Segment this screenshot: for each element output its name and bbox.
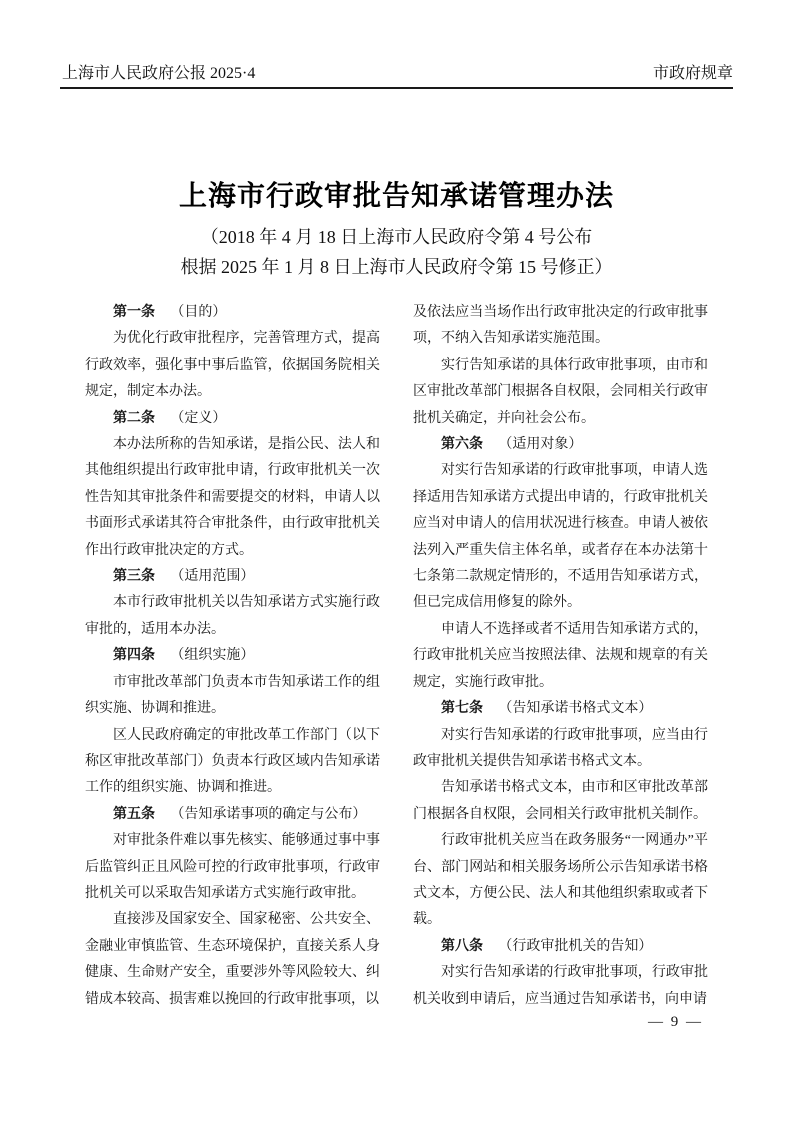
article-heading <box>413 432 708 458</box>
paragraph: 实行告知承诺的具体行政审批事项，由市和区审批改革部门根据各自权限，会同相关行政审批机关确定，并向社会公布。 <box>413 357 708 426</box>
paragraph: 直接涉及国家安全、国家秘密、公共安全、金融业审慎监管、生态环境保护，直接关系人身健康、生命财产安全，重要涉外等风险较大、纠错成本较高、损害难以挽回的行政审批事项，以 <box>85 912 380 1007</box>
left-column <box>85 300 380 1013</box>
paragraph: 对实行告知承诺的行政审批事项，申请人选择适用告知承诺方式提出申请的，行政审批机关应当对申请人的信用状况进行核查。申请人被依法列入严重失信主体名单，或者存在本办法第十七条第二款规定情形的，不适用告知承诺方式，但已完成信用修复的除外。 <box>413 463 708 611</box>
article-heading <box>413 934 708 960</box>
article-title: （适用对象） <box>498 437 583 453</box>
article-title: （定义） <box>170 410 227 426</box>
article-heading <box>413 696 708 722</box>
paragraph: 本市行政审批机关以告知承诺方式实施行政审批的，适用本办法。 <box>85 595 380 637</box>
article-number: 第二条 <box>113 410 155 426</box>
paragraph: 申请人不选择或者不适用告知承诺方式的，行政审批机关应当按照法律、法规和规章的有关规定，实施行政审批。 <box>413 621 708 690</box>
article-number: 第七条 <box>441 701 483 717</box>
paragraph: 本办法所称的告知承诺，是指公民、法人和其他组织提出行政审批申请，行政审批机关一次性告知其审批条件和需要提交的材料，申请人以书面形式承诺其符合审批条件，由行政审批机关作出行政审批决定的方式。 <box>85 437 380 558</box>
paragraph: 对实行告知承诺的行政审批事项，行政审批机关收到申请后，应当通过告知承诺书，向申请 <box>413 965 708 1007</box>
article-title: （行政审批机关的告知） <box>498 938 653 954</box>
document-title: 上海市行政审批告知承诺管理办法 <box>178 181 614 212</box>
article-number: 第八条 <box>441 938 483 954</box>
article-number: 第一条 <box>113 305 155 320</box>
body-columns <box>85 300 708 1013</box>
paragraph: 市审批改革部门负责本市告知承诺工作的组织实施、协调和推进。 <box>85 674 380 717</box>
article-heading <box>85 564 380 590</box>
article-title: （告知承诺书格式文本） <box>498 701 653 717</box>
document-subtitle-line1: （2018 年 4 月 18 日上海市人民政府令第 4 号公布 <box>200 227 593 247</box>
article-title: （目的） <box>170 305 227 320</box>
article-title: （组织实施） <box>170 648 255 664</box>
right-column <box>413 300 708 1013</box>
paragraph: 告知承诺书格式文本，由市和区审批改革部门根据各自权限，会同相关行政审批机关制作。 <box>413 780 708 822</box>
header-rule <box>60 87 733 89</box>
paragraph: 对实行告知承诺的行政审批事项，应当由行政审批机关提供告知承诺书格式文本。 <box>413 727 708 769</box>
page-number: — 9 — <box>648 1014 703 1030</box>
page-header <box>62 60 733 83</box>
header-gazette-name: 上海市人民政府公报 2025·4 <box>62 65 256 82</box>
article-heading <box>85 300 380 326</box>
article-number: 第六条 <box>441 437 483 453</box>
paragraph: 对审批条件难以事先核实、能够通过事中事后监管纠正且风险可控的行政审批事项，行政审批机关可以采取告知承诺方式实施行政审批。 <box>85 833 380 901</box>
document-subtitle-line2: 根据 2025 年 1 月 8 日上海市人民政府令第 15 号修正） <box>180 257 613 277</box>
article-title: （告知承诺事项的确定与公布） <box>170 806 367 822</box>
article-number: 第三条 <box>113 569 155 585</box>
article-title: （适用范围） <box>170 569 255 585</box>
article-heading <box>85 406 380 432</box>
paragraph: 为优化行政审批程序，完善管理方式，提高行政效率，强化事中事后监管，依据国务院相关规定，制定本办法。 <box>85 331 380 400</box>
article-number: 第五条 <box>113 806 155 822</box>
article-heading <box>85 802 380 828</box>
article-number: 第四条 <box>113 648 155 664</box>
paragraph: 及依法应当当场作出行政审批决定的行政审批事项，不纳入告知承诺实施范围。 <box>413 305 708 347</box>
paragraph: 行政审批机关应当在政务服务“一网通办”平台、部门网站和相关服务场所公示告知承诺书格式文本，方便公民、法人和其他组织索取或者下载。 <box>413 833 708 928</box>
article-heading <box>85 643 380 669</box>
paragraph: 区人民政府确定的审批改革工作部门（以下称区审批改革部门）负责本行政区域内告知承诺工作的组织实施、协调和推进。 <box>85 727 380 796</box>
header-section-label: 市政府规章 <box>652 65 733 82</box>
